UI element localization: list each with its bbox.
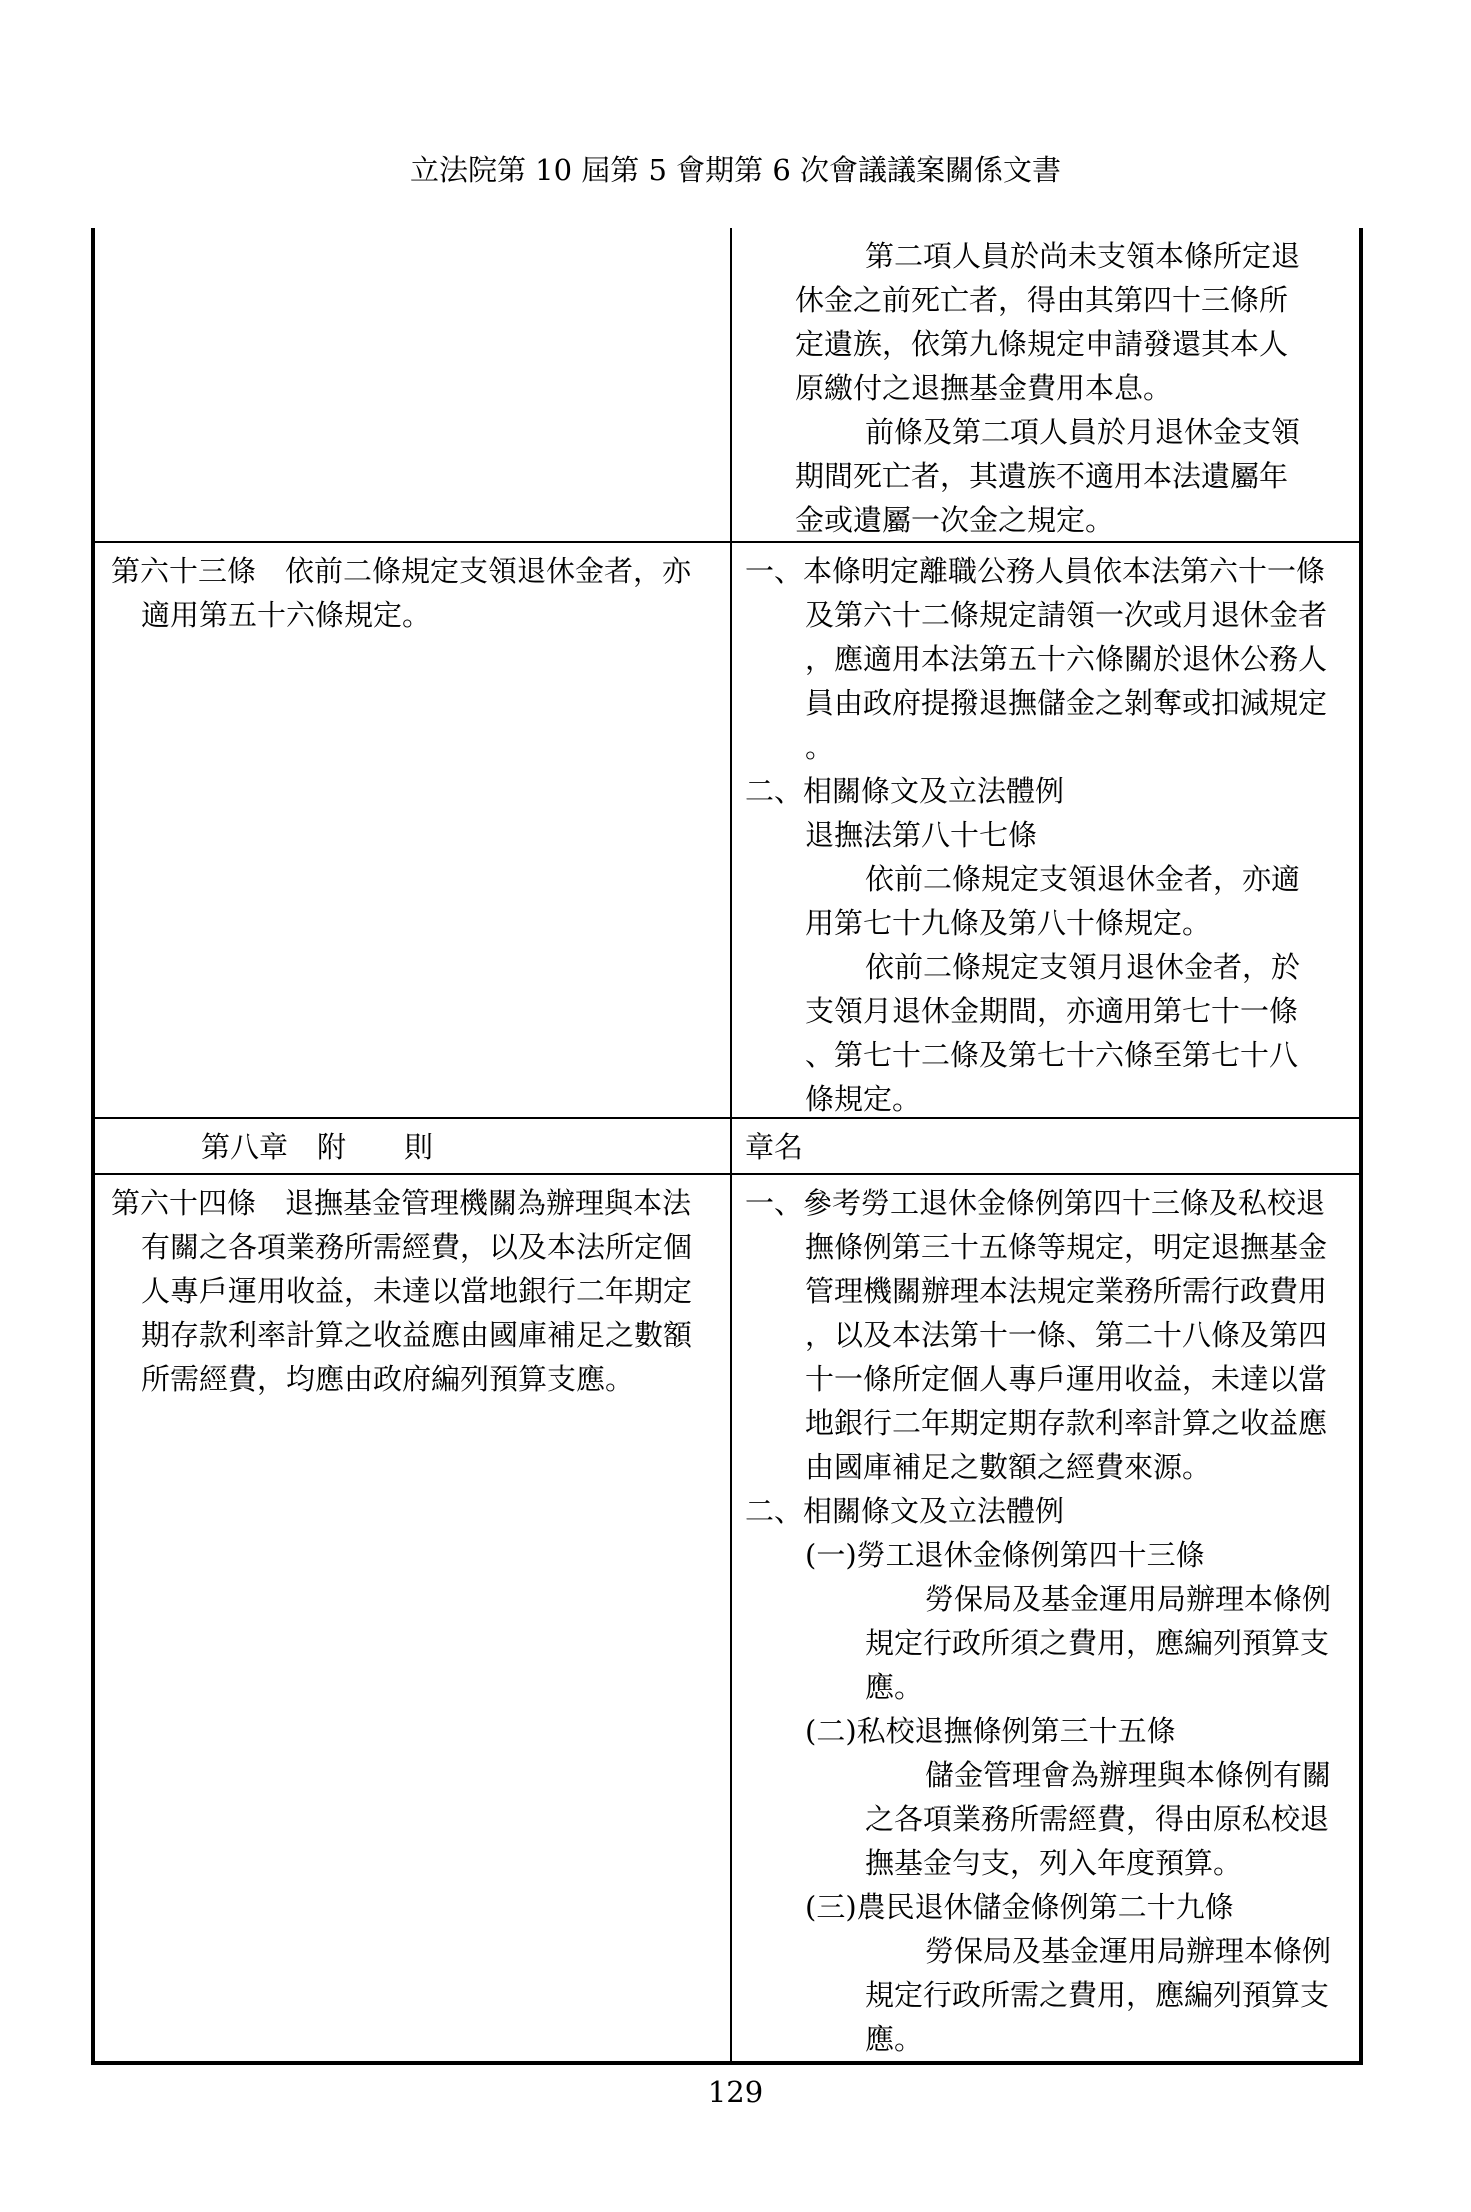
text-line: 前條及第二項人員於月退休金支領 (865, 415, 1301, 449)
text-line: ，以及本法第十一條、第二十八條及第四 (805, 1318, 1328, 1352)
text-line: 應。 (865, 1670, 924, 1704)
text-line: 員由政府提撥退撫儲金之剝奪或扣減規定 (805, 686, 1328, 720)
text-line: 二、相關條文及立法體例 (745, 774, 1065, 808)
comparison-table (91, 228, 1363, 2065)
text-line: 期間死亡者，其遺族不適用本法遺屬年 (795, 459, 1289, 493)
chapter-title: 第八章 附 則 (201, 1130, 434, 1164)
text-line: 管理機關辦理本法規定業務所需行政費用 (805, 1274, 1328, 1308)
text-line: 用第七十九條及第八十條規定。 (805, 906, 1212, 940)
text-line: 人專戶運用收益，未達以當地銀行二年期定 (141, 1274, 693, 1308)
text-line: (二)私校退撫條例第三十五條 (805, 1714, 1176, 1748)
text-line: 一、本條明定離職公務人員依本法第六十一條 (745, 554, 1326, 588)
text-line: 由國庫補足之數額之經費來源。 (805, 1450, 1212, 1484)
text-line: 一、參考勞工退休金條例第四十三條及私校退 (745, 1186, 1326, 1220)
row-1-left-cell (111, 549, 691, 637)
row-1-right-cell (745, 549, 1327, 1121)
text-line: 原繳付之退撫基金費用本息。 (795, 371, 1173, 405)
column-divider (730, 228, 732, 2061)
text-line: 撫條例第三十五條等規定，明定退撫基金 (805, 1230, 1328, 1264)
text-line: ，應適用本法第五十六條關於退休公務人 (805, 642, 1328, 676)
text-line: 二、相關條文及立法體例 (745, 1494, 1065, 1528)
text-line: 勞保局及基金運用局辦理本條例 (925, 1934, 1332, 1968)
text-line: 支領月退休金期間，亦適用第七十一條 (805, 994, 1299, 1028)
text-line: 期存款利率計算之收益應由國庫補足之數額 (141, 1318, 693, 1352)
text-line: 第二項人員於尚未支領本條所定退 (865, 239, 1301, 273)
text-line: 定遺族，依第九條規定申請發還其本人 (795, 327, 1289, 361)
text-line: 規定行政所須之費用，應編列預算支 (865, 1626, 1330, 1660)
text-line: 儲金管理會為辦理與本條例有關 (925, 1758, 1332, 1792)
page-number: 129 (707, 2075, 764, 2109)
text-line: 第六十四條 退撫基金管理機關為辦理與本法 (111, 1186, 692, 1220)
row-3-right-cell (745, 1181, 1331, 2061)
text-line: 條規定。 (805, 1082, 922, 1116)
text-line: 金或遺屬一次金之規定。 (795, 503, 1115, 537)
text-line: 章名 (745, 1130, 804, 1164)
text-line: 有關之各項業務所需經費，以及本法所定個 (141, 1230, 693, 1264)
text-line: 。 (805, 730, 835, 764)
text-line: 及第六十二條規定請領一次或月退休金者 (805, 598, 1328, 632)
text-line: 之各項業務所需經費，得由原私校退 (865, 1802, 1330, 1836)
text-line: 撫基金勻支，列入年度預算。 (865, 1846, 1243, 1880)
text-line: 應。 (865, 2022, 924, 2056)
text-line: 地銀行二年期定期存款利率計算之收益應 (805, 1406, 1328, 1440)
text-line: 第六十三條 依前二條規定支領退休金者，亦 (111, 554, 692, 588)
text-line: (一)勞工退休金條例第四十三條 (805, 1538, 1205, 1572)
text-line: 規定行政所需之費用，應編列預算支 (865, 1978, 1330, 2012)
row-divider (95, 1173, 1359, 1175)
row-0-right-cell (745, 234, 1300, 542)
text-line: 適用第五十六條規定。 (141, 598, 432, 632)
row-2-left-cell (111, 1125, 433, 1169)
text-line: 退撫法第八十七條 (805, 818, 1038, 852)
text-line: 休金之前死亡者，得由其第四十三條所 (795, 283, 1289, 317)
text-line: 、第七十二條及第七十六條至第七十八 (805, 1038, 1299, 1072)
row-2-right-cell (745, 1125, 803, 1169)
row-3-left-cell (111, 1181, 692, 1401)
text-line: 依前二條規定支領月退休金者，於 (865, 950, 1301, 984)
page-header: 立法院第 10 屆第 5 會期第 6 次會議議案關係文書 (409, 153, 1062, 187)
text-line: 所需經費，均應由政府編列預算支應。 (141, 1362, 635, 1396)
text-line: 依前二條規定支領退休金者，亦適 (865, 862, 1301, 896)
text-line: (三)農民退休儲金條例第二十九條 (805, 1890, 1234, 1924)
text-line: 十一條所定個人專戶運用收益，未達以當 (805, 1362, 1328, 1396)
text-line: 勞保局及基金運用局辦理本條例 (925, 1582, 1332, 1616)
